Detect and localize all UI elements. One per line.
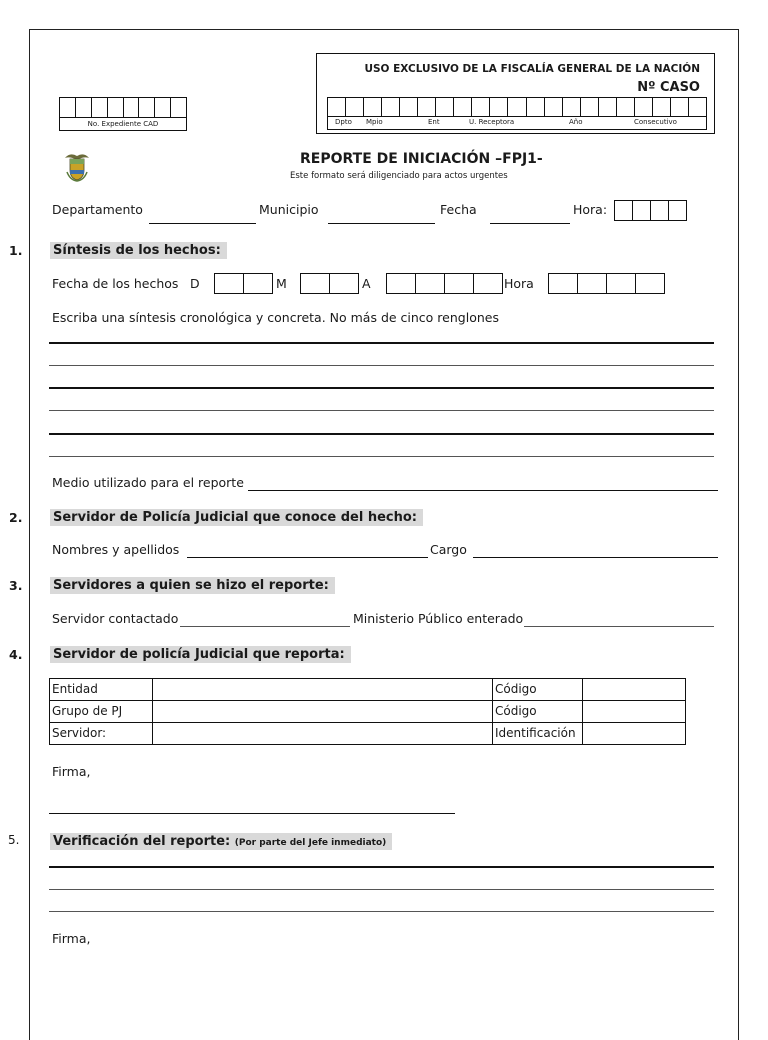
case-number-label: Nº CASO	[637, 80, 700, 95]
servidor-contactado-label: Servidor contactado	[52, 611, 179, 626]
section-1-title: Síntesis de los hechos:	[50, 242, 227, 259]
firma-line[interactable]	[49, 813, 455, 814]
section-2-title: Servidor de Policía Judicial que conoce del hecho:	[50, 509, 423, 526]
coat-of-arms-icon	[62, 150, 92, 182]
synthesis-line-4[interactable]	[49, 410, 714, 411]
form-subtitle: Este formato será diligenciado para actos urgentes	[290, 171, 508, 181]
verification-line-3[interactable]	[49, 911, 714, 912]
form-title: REPORTE DE INICIACIÓN –FPJ1-	[300, 151, 543, 167]
departamento-field[interactable]	[149, 223, 256, 224]
firma-jefe-label: Firma,	[52, 931, 91, 946]
entidad-label: Entidad	[50, 679, 153, 701]
cargo-field[interactable]	[473, 557, 718, 558]
municipio-label: Municipio	[259, 202, 319, 217]
grupo-pj-label: Grupo de PJ	[50, 701, 153, 723]
section-3-title: Servidores a quien se hizo el reporte:	[50, 577, 335, 594]
synthesis-line-3[interactable]	[49, 387, 714, 389]
medio-label: Medio utilizado para el reporte	[52, 475, 244, 490]
section-1-number: 1.	[9, 243, 23, 258]
section-5-note: (Por parte del Jefe inmediato)	[234, 838, 387, 848]
firma-label: Firma,	[52, 764, 91, 779]
ministerio-field[interactable]	[524, 626, 714, 627]
departamento-label: Departamento	[52, 202, 143, 217]
table-row	[50, 679, 686, 701]
fecha-field[interactable]	[490, 223, 570, 224]
section-4-title: Servidor de policía Judicial que reporta:	[50, 646, 351, 663]
hora-boxes[interactable]	[614, 200, 687, 221]
case-field-receptora: U. Receptora	[469, 118, 515, 126]
fecha-hechos-label: Fecha de los hechos	[52, 276, 179, 291]
case-field-consecutivo: Consecutivo	[634, 118, 677, 126]
hora-label: Hora:	[573, 202, 608, 217]
synthesis-line-2[interactable]	[49, 365, 714, 366]
section-2-number: 2.	[9, 510, 23, 525]
hora-hechos-boxes[interactable]	[548, 273, 665, 294]
synthesis-instruction: Escriba una síntesis cronológica y concreta. No más de cinco renglones	[52, 310, 499, 325]
servidor-contactado-field[interactable]	[180, 626, 350, 627]
expediente-label: No. Expediente CAD	[87, 120, 159, 128]
codigo-label: Código	[493, 679, 583, 701]
mes-label: M	[276, 276, 287, 291]
dia-label: D	[190, 276, 200, 291]
municipio-field[interactable]	[328, 223, 435, 224]
verification-line-2[interactable]	[49, 889, 714, 890]
medio-field[interactable]	[248, 490, 718, 491]
nombres-label: Nombres y apellidos	[52, 542, 180, 557]
entidad-field[interactable]	[153, 679, 493, 701]
codigo-field[interactable]	[583, 701, 686, 723]
identificacion-field[interactable]	[583, 723, 686, 745]
case-header-box	[316, 53, 715, 134]
servidor-field[interactable]	[153, 723, 493, 745]
hora-hechos-label: Hora	[504, 276, 534, 291]
exclusive-use-text: USO EXCLUSIVO DE LA FISCALÍA GENERAL DE LA NACIÓN	[364, 63, 700, 75]
synthesis-line-5[interactable]	[49, 433, 714, 435]
expediente-box	[59, 97, 187, 131]
case-field-mpio: Mpio	[366, 118, 383, 126]
codigo-field[interactable]	[583, 679, 686, 701]
ano-boxes[interactable]	[386, 273, 503, 294]
nombres-field[interactable]	[187, 557, 428, 558]
case-field-ano: Año	[569, 118, 583, 126]
ministerio-label: Ministerio Público enterado	[353, 611, 524, 626]
section-4-number: 4.	[9, 647, 23, 662]
fecha-label: Fecha	[440, 202, 477, 217]
table-row	[50, 723, 686, 745]
expediente-cells[interactable]	[60, 98, 186, 118]
ano-label: A	[362, 276, 371, 291]
case-cells[interactable]	[327, 97, 707, 130]
dia-boxes[interactable]	[214, 273, 273, 294]
servidor-label: Servidor:	[50, 723, 153, 745]
grupo-pj-field[interactable]	[153, 701, 493, 723]
section-5-title	[50, 833, 392, 850]
mes-boxes[interactable]	[300, 273, 359, 294]
synthesis-line-1[interactable]	[49, 342, 714, 344]
synthesis-line-6[interactable]	[49, 456, 714, 457]
codigo-label: Código	[493, 701, 583, 723]
table-row	[50, 701, 686, 723]
section-5-title-text: Verificación del reporte:	[53, 834, 231, 849]
cargo-label: Cargo	[430, 542, 467, 557]
identificacion-label: Identificación	[493, 723, 583, 745]
case-field-ent: Ent	[428, 118, 440, 126]
reporting-officer-table	[49, 678, 686, 745]
verification-line-1[interactable]	[49, 866, 714, 868]
case-field-dpto: Dpto	[335, 118, 352, 126]
section-3-number: 3.	[9, 578, 23, 593]
section-5-number: 5.	[8, 833, 20, 847]
